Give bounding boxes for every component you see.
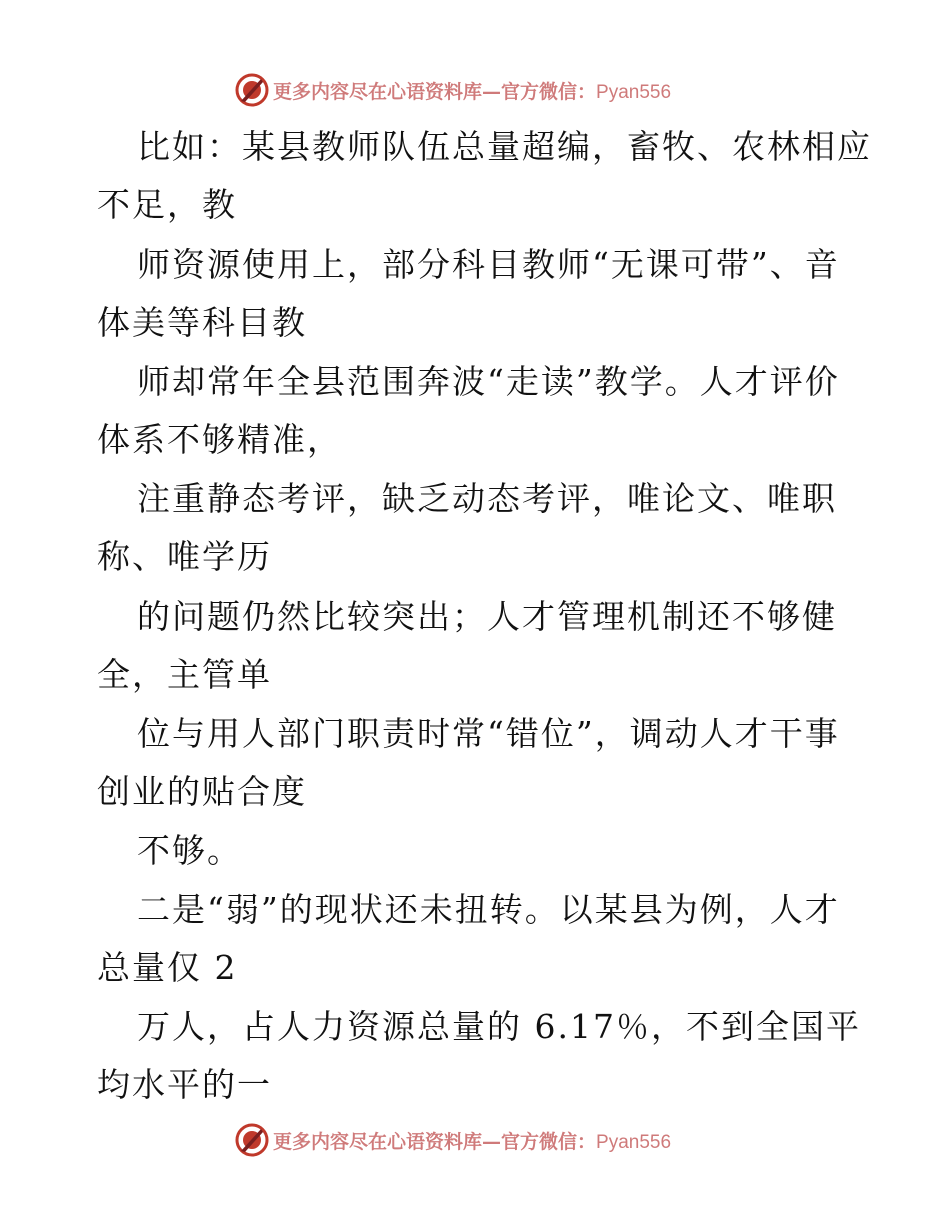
text-line: 不足，教 [97, 185, 237, 224]
text-line: 均水平的一 [97, 1065, 272, 1104]
watermark-text [273, 77, 671, 104]
watermark-footer [235, 1120, 671, 1160]
red-quill-seal-icon [235, 73, 269, 107]
text-line: 二是“弱”的现状还未扭转。以某县为例，人才 [137, 890, 840, 929]
watermark-contact: Pyan556 [596, 81, 672, 103]
text-line: 称、唯学历 [97, 537, 272, 576]
text-line: 创业的贴合度 [97, 772, 307, 811]
text-line: 师却常年全县范围奔波“走读”教学。人才评价 [137, 362, 840, 401]
text-line: 比如：某县教师队伍总量超编，畜牧、农林相应 [137, 127, 872, 166]
watermark-header [235, 70, 671, 110]
text-line: 注重静态考评，缺乏动态考评，唯论文、唯职 [137, 479, 837, 518]
watermark-text [273, 1127, 671, 1154]
text-line: 体美等科目教 [97, 303, 307, 342]
watermark-contact: Pyan556 [596, 1131, 672, 1153]
text-line: 师资源使用上，部分科目教师“无课可带”、音 [137, 245, 840, 284]
watermark-label: 更多内容尽在心语资料库—官方微信： [273, 80, 597, 103]
text-line: 不够。 [137, 831, 242, 870]
text-line: 万人，占人力资源总量的 6.17％，不到全国平 [137, 1007, 861, 1046]
text-line: 的问题仍然比较突出；人才管理机制还不够健 [137, 597, 837, 636]
text-line: 全，主管单 [97, 655, 272, 694]
text-line: 位与用人部门职责时常“错位”，调动人才干事 [137, 714, 840, 753]
red-quill-seal-icon [235, 1123, 269, 1157]
watermark-label: 更多内容尽在心语资料库—官方微信： [273, 1130, 597, 1153]
text-line: 体系不够精准， [97, 420, 342, 459]
text-line: 总量仅 2 [97, 948, 238, 987]
